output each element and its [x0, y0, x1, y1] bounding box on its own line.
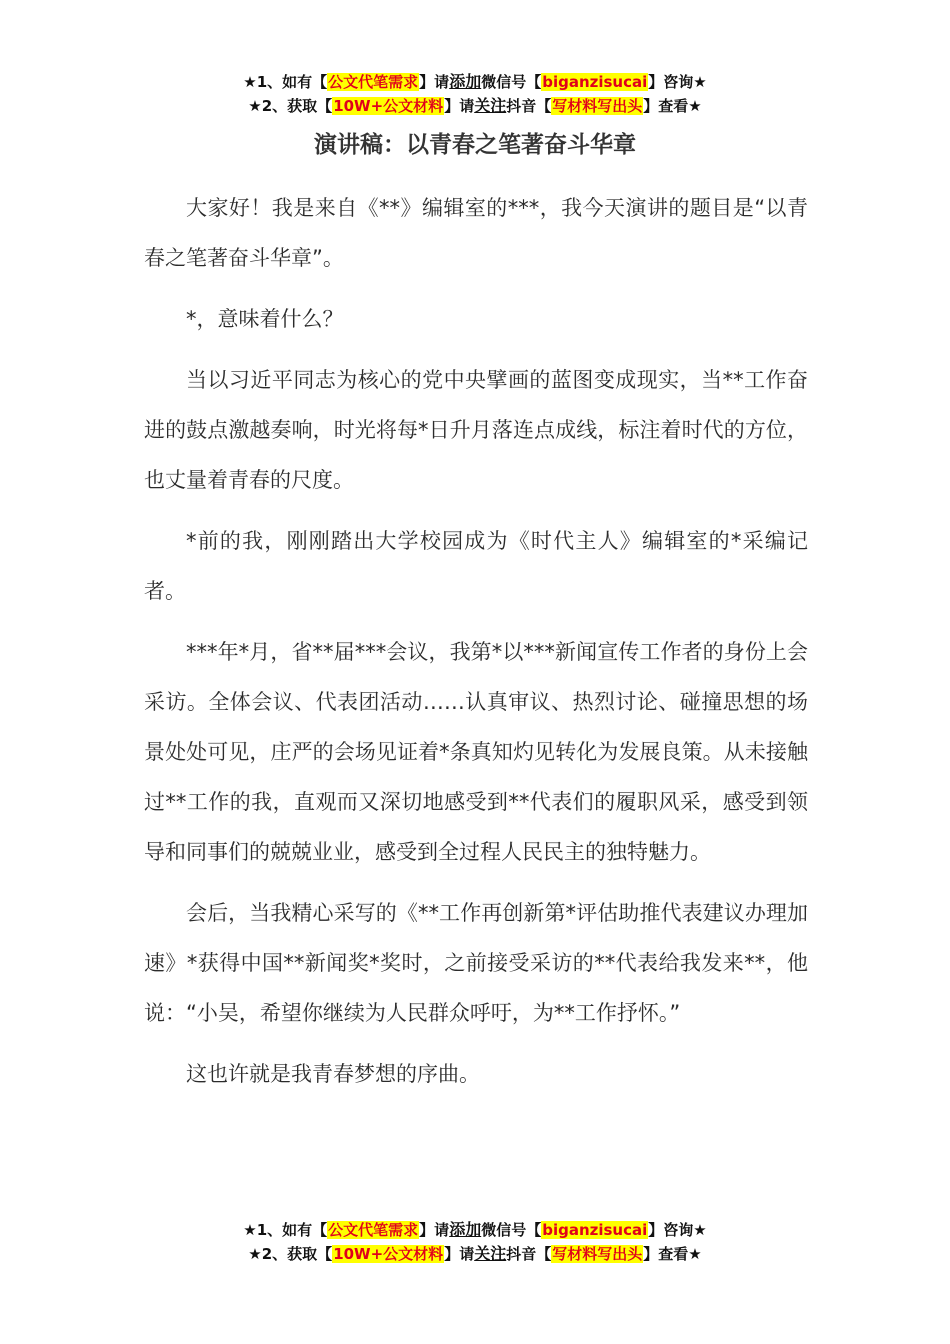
banner-line-2: [0, 94, 950, 118]
banner-highlight: 10W+公文材料: [333, 1245, 444, 1263]
banner-text: 微信号【: [481, 1221, 542, 1239]
banner-text: 抖音【: [506, 1245, 552, 1263]
banner-highlight: 公文代笔需求: [328, 73, 419, 91]
banner-text: 】请: [444, 1245, 475, 1263]
banner-line-2: [0, 1242, 950, 1266]
banner-text: 】请: [419, 73, 450, 91]
banner-text: 】请: [419, 1221, 450, 1239]
banner-text: ★1、如有【: [243, 1221, 328, 1239]
banner-text: 】查看★: [643, 1245, 702, 1263]
banner-text: 】咨询★: [648, 73, 707, 91]
header-banner: [0, 70, 950, 118]
banner-text: 抖音【: [506, 97, 552, 115]
banner-text: 微信号【: [481, 73, 542, 91]
document-body: [144, 183, 808, 1110]
paragraph: *，意味着什么？: [186, 307, 344, 331]
footer-banner: [0, 1218, 950, 1266]
banner-text: 】请: [444, 97, 475, 115]
paragraph: 当以习近平同志为核心的党中央擘画的蓝图变成现实，当**工作奋进的鼓点激越奏响，时光将每*日升月落连点成线，标注着时代的方位，也丈量着青春的尺度。: [144, 368, 808, 492]
document-title: 演讲稿：以青春之笔著奋斗华章: [314, 132, 636, 158]
banner-highlight: 写材料写出头: [552, 1245, 643, 1263]
paragraph: 这也许就是我青春梦想的序曲。: [186, 1062, 480, 1086]
banner-emphasis: 添加: [449, 1220, 482, 1239]
banner-text: 】咨询★: [648, 1221, 707, 1239]
banner-highlight: biganzisucai: [542, 1221, 648, 1239]
paragraph: *前的我，刚刚踏出大学校园成为《时代主人》编辑室的*采编记者。: [144, 529, 808, 603]
banner-text: ★2、获取【: [248, 97, 333, 115]
banner-text: 】查看★: [643, 97, 702, 115]
banner-highlight: biganzisucai: [542, 73, 648, 91]
banner-emphasis: 关注: [474, 96, 507, 115]
banner-emphasis: 关注: [474, 1244, 507, 1263]
banner-emphasis: 添加: [449, 72, 482, 91]
banner-text: ★1、如有【: [243, 73, 328, 91]
paragraph: 会后，当我精心采写的《**工作再创新第*评估助推代表建议办理加速》*获得中国**新闻奖*奖时，之前接受采访的**代表给我发来**，他说：“小吴，希望你继续为人民群众呼吁，为**工作抒怀。”: [144, 901, 808, 1025]
banner-highlight: 写材料写出头: [552, 97, 643, 115]
paragraph: ***年*月，省**届***会议，我第*以***新闻宣传工作者的身份上会采访。全体会议、代表团活动……认真审议、热烈讨论、碰撞思想的场景处处可见，庄严的会场见证着*条真知灼见转化为发展良策。从未接触过**工作的我，直观而又深切地感受到**代表们的履职风采，感受到领导和同事们的兢兢业业，感受到全过程人民民主的独特魅力。: [144, 640, 808, 864]
paragraph: 大家好！我是来自《**》编辑室的***，我今天演讲的题目是“以青春之笔著奋斗华章”。: [144, 196, 808, 270]
banner-highlight: 公文代笔需求: [328, 1221, 419, 1239]
banner-line-1: [0, 70, 950, 94]
banner-line-1: [0, 1218, 950, 1242]
banner-text: ★2、获取【: [248, 1245, 333, 1263]
banner-highlight: 10W+公文材料: [333, 97, 444, 115]
